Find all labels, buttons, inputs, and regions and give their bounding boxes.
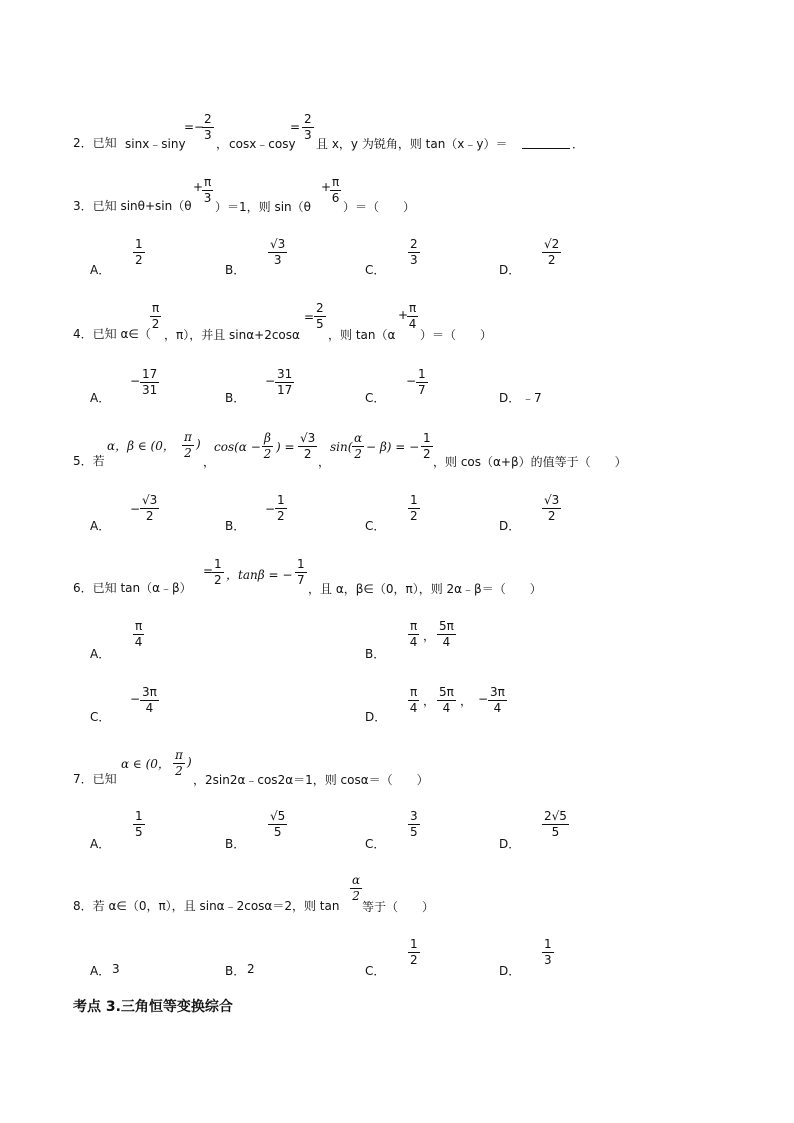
q6-label: 6．已知 tan（α﹣β） <box>73 581 192 595</box>
q4-option-d-value: ﹣7 <box>522 391 542 405</box>
q2-lhs: sinx﹣siny <box>125 137 186 151</box>
q3-option-a[interactable]: A． <box>90 263 111 277</box>
q2-answer-blank <box>522 135 570 149</box>
q2-tail: 且 x，y 为锐角，则 tan（x﹣y）＝ <box>316 137 508 151</box>
q6-tail: ，且 α，β∈（0，π），则 2α﹣β＝（ ） <box>308 582 542 596</box>
q5-option-b-value: $\frac{1}{2}$ <box>277 493 285 523</box>
q4-option-c-sign: − <box>406 374 417 388</box>
q5-frac-c: $\frac{√3}{2}$ <box>300 431 316 461</box>
q6-option-d-sep1: ， <box>423 694 436 708</box>
q4-frac1: $\frac{\pi}{2}$ <box>151 301 160 331</box>
q4-label: 4．已知 α∈（ <box>73 327 151 341</box>
q2-frac1: $\frac{2}{3}$ <box>204 112 212 142</box>
q3-option-a-value: $\frac{1}{2}$ <box>135 237 143 267</box>
q2-comma: ， <box>216 137 229 151</box>
q7-option-d[interactable]: D． <box>499 837 521 851</box>
q6-option-d-value-1: $\frac{\pi}{4}$ <box>409 685 418 715</box>
q8-option-d-value: $\frac{1}{3}$ <box>544 937 552 967</box>
q6-option-d-minus: − <box>478 692 489 706</box>
q3-option-b[interactable]: B． <box>225 263 246 277</box>
q6-option-c-sign: − <box>130 692 141 706</box>
q7-condition-end: ) <box>187 755 192 769</box>
q5-comma2: ， <box>318 455 331 469</box>
q6-mid: ，tanβ = − <box>226 568 293 582</box>
q6-option-c[interactable]: C． <box>90 710 111 724</box>
q8-option-d[interactable]: D． <box>499 964 521 978</box>
q5-option-c[interactable]: C． <box>365 519 386 533</box>
q7-option-a-value: $\frac{1}{5}$ <box>135 809 143 839</box>
q4-option-a-sign: − <box>130 374 141 388</box>
q4-frac3: $\frac{\pi}{4}$ <box>408 301 417 331</box>
q4-plus: + <box>398 308 409 322</box>
q7-option-c-value: $\frac{3}{5}$ <box>410 809 418 839</box>
q6-option-c-value: $\frac{3\pi}{4}$ <box>142 685 157 715</box>
q5-sin-end: − β) = − <box>366 440 420 454</box>
q5-tail: ，则 cos（α+β）的值等于（ ） <box>433 455 627 469</box>
q6-option-b[interactable]: B． <box>365 647 386 661</box>
q4-option-b-sign: − <box>265 374 276 388</box>
q6-frac2: $\frac{1}{7}$ <box>297 557 305 587</box>
q3-plus2: + <box>321 180 332 194</box>
q4-option-d[interactable]: D． <box>499 391 521 405</box>
q5-cos-expr: cos(α − <box>214 440 261 454</box>
q6-eq: = <box>203 564 214 578</box>
section-heading: 考点 3.三角恒等变换综合 <box>73 999 233 1015</box>
q7-option-b[interactable]: B． <box>225 837 246 851</box>
q6-option-b-sep: ， <box>423 629 436 643</box>
q5-option-a[interactable]: A． <box>90 519 111 533</box>
q4-option-c[interactable]: C． <box>365 391 386 405</box>
q3-tail: ）＝（ ） <box>343 200 416 214</box>
q5-condition: α，β ∈ (0， <box>107 439 175 453</box>
q7-label: 7．已知 <box>73 772 117 786</box>
q3-option-c[interactable]: C． <box>365 263 386 277</box>
q4-frac2: $\frac{2}{5}$ <box>316 301 324 331</box>
q7-option-a[interactable]: A． <box>90 837 111 851</box>
q8-tail: 等于（ ） <box>362 900 435 914</box>
q6-option-b-value-2: $\frac{5\pi}{4}$ <box>439 619 454 649</box>
q4-eq: = <box>304 310 315 324</box>
q5-option-d-value: $\frac{√3}{2}$ <box>544 493 560 523</box>
q6-option-d-sep2: ， <box>460 694 473 708</box>
q5-option-a-sign: − <box>130 502 141 516</box>
q7-option-c[interactable]: C． <box>365 837 386 851</box>
q2-end: ． <box>572 137 585 151</box>
q6-option-d-value-2: $\frac{5\pi}{4}$ <box>439 685 454 715</box>
q4-option-b[interactable]: B． <box>225 391 246 405</box>
q8-option-a-value: 3 <box>112 962 120 976</box>
q3-label: 3．已知 sinθ+sin（θ <box>73 199 192 213</box>
q5-condition-end: ) <box>196 437 201 451</box>
q3-option-b-value: $\frac{√3}{3}$ <box>270 237 286 267</box>
q5-comma1: ， <box>203 455 216 469</box>
q5-cos-end: ) = <box>276 440 295 454</box>
q6-option-d-value-3: $\frac{3\pi}{4}$ <box>490 685 505 715</box>
q5-option-d[interactable]: D． <box>499 519 521 533</box>
q7-option-b-value: $\frac{√5}{5}$ <box>270 809 286 839</box>
q6-option-b-value-1: $\frac{\pi}{4}$ <box>409 619 418 649</box>
q6-frac1: $\frac{1}{2}$ <box>214 557 222 587</box>
q4-mid1: ，π），并且 sinα+2cosα <box>164 328 300 342</box>
q8-option-c-value: $\frac{1}{2}$ <box>410 937 418 967</box>
q6-option-d[interactable]: D． <box>365 710 387 724</box>
q8-option-b-value: 2 <box>247 962 255 976</box>
q5-option-b[interactable]: B． <box>225 519 246 533</box>
q5-option-a-value: $\frac{√3}{2}$ <box>142 493 158 523</box>
q7-condition: α ∈ (0， <box>121 757 170 771</box>
q7-frac0: $\frac{\pi}{2}$ <box>175 748 183 778</box>
q4-option-a-value: $\frac{17}{31}$ <box>142 367 158 397</box>
q4-tail: ）＝（ ） <box>420 328 493 342</box>
q2-eq2: = <box>290 120 301 134</box>
q8-label: 8．若 α∈（0，π），且 sinα﹣2cosα＝2，则 tan <box>73 899 340 913</box>
q3-option-d-value: $\frac{√2}{2}$ <box>544 237 560 267</box>
q8-option-a[interactable]: A． <box>90 964 111 978</box>
q3-option-d[interactable]: D． <box>499 263 521 277</box>
q8-option-c[interactable]: C． <box>365 964 386 978</box>
q6-option-a-value: $\frac{\pi}{4}$ <box>134 619 143 649</box>
q6-option-a[interactable]: A． <box>90 647 111 661</box>
q5-frac0: $\frac{\pi}{2}$ <box>184 430 192 460</box>
q5-frac-d: $\frac{1}{2}$ <box>423 431 431 461</box>
q2-mid: cosx﹣cosy <box>229 137 296 151</box>
q3-mid: ）＝1，则 sin（θ <box>215 200 311 214</box>
q7-option-d-value: $\frac{2√5}{5}$ <box>544 809 567 839</box>
q4-option-c-value: $\frac{1}{7}$ <box>418 367 426 397</box>
q8-option-b[interactable]: B． <box>225 964 246 978</box>
q5-sin-expr: sin( <box>330 440 353 454</box>
q7-tail: ，2sin2α﹣cos2α＝1，则 cosα＝（ ） <box>193 773 429 787</box>
q5-option-b-sign: − <box>265 502 276 516</box>
q4-mid2: ，则 tan（α <box>328 328 396 342</box>
q5-option-c-value: $\frac{1}{2}$ <box>410 493 418 523</box>
q4-option-b-value: $\frac{31}{17}$ <box>277 367 293 397</box>
q5-frac-beta: $\frac{\beta}{2}$ <box>263 431 272 461</box>
q3-plus1: + <box>193 180 204 194</box>
q3-frac1: $\frac{\pi}{3}$ <box>203 175 212 205</box>
q2-label: 2．已知 <box>73 136 117 150</box>
q5-frac-alpha: $\frac{\alpha}{2}$ <box>354 431 363 461</box>
q2-eq1: =− <box>184 120 205 134</box>
q8-frac1: $\frac{\alpha}{2}$ <box>352 873 361 903</box>
q5-label: 5．若 <box>73 454 105 468</box>
q3-frac2: $\frac{\pi}{6}$ <box>331 175 340 205</box>
q3-option-c-value: $\frac{2}{3}$ <box>410 237 418 267</box>
q4-option-a[interactable]: A． <box>90 391 111 405</box>
q2-frac2: $\frac{2}{3}$ <box>304 112 312 142</box>
